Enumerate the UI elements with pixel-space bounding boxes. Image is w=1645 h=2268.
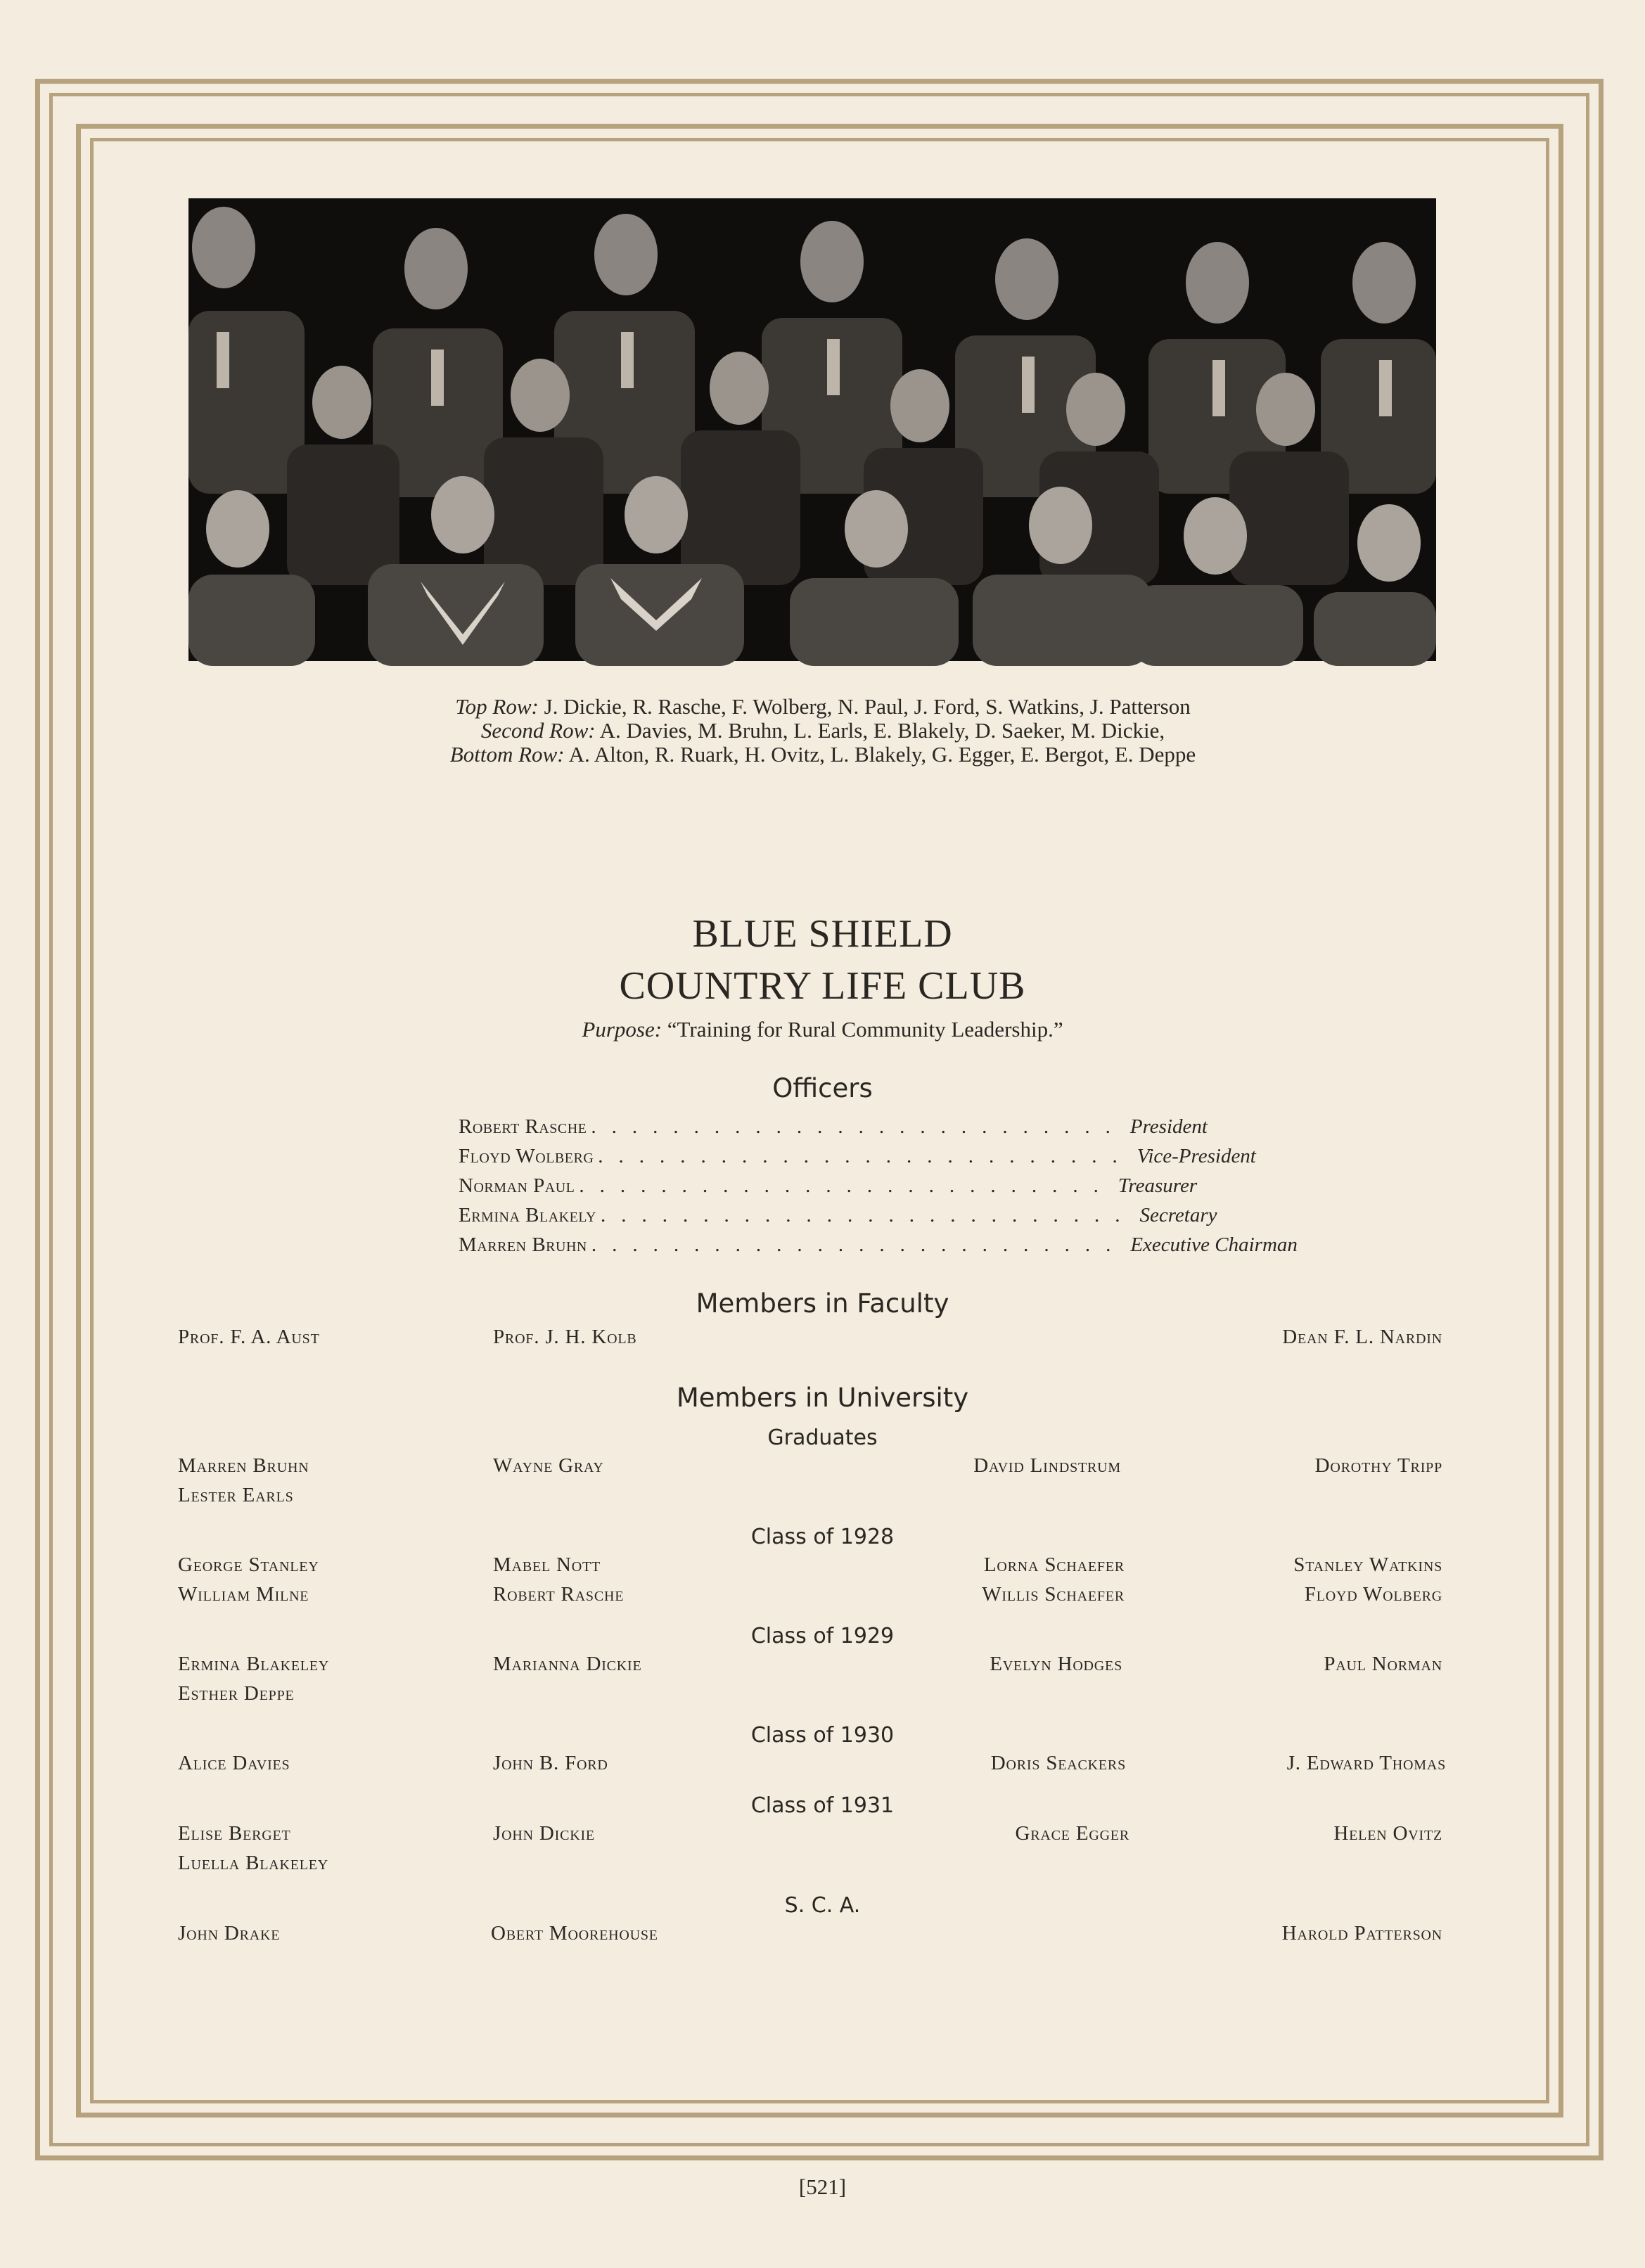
- member-name: Ermina Blakeley: [178, 1653, 330, 1675]
- member-name: Luella Blakeley: [178, 1852, 329, 1874]
- member-name: William Milne: [178, 1583, 309, 1606]
- member-name: Evelyn Hodges: [990, 1653, 1122, 1675]
- officer-row: [459, 1145, 1256, 1172]
- photo-caption: [211, 695, 1435, 767]
- university-heading: Members in University: [676, 1383, 969, 1413]
- member-name: Dorothy Tripp: [1314, 1454, 1442, 1477]
- caption-second-row: [211, 719, 1435, 743]
- member-name: Marren Bruhn: [178, 1454, 309, 1477]
- member-name: Paul Norman: [1324, 1653, 1442, 1675]
- officer-title: Secretary: [1139, 1204, 1217, 1226]
- leader-dots: ..........................: [600, 1204, 1136, 1226]
- officer-name: Norman Paul: [459, 1174, 575, 1197]
- officer-name: Ermina Blakely: [459, 1204, 596, 1226]
- sca-heading: S. C. A.: [784, 1893, 861, 1918]
- class-1928-heading: Class of 1928: [750, 1525, 895, 1549]
- member-name: John Drake: [178, 1922, 281, 1945]
- group-photograph: [188, 198, 1436, 661]
- member-name: J. Edward Thomas: [1286, 1752, 1446, 1774]
- caption-row-label: Bottom Row:: [449, 742, 565, 767]
- purpose-text: “Training for Rural Community Leadership.”: [667, 1017, 1063, 1042]
- member-name: Grace Egger: [1015, 1822, 1129, 1845]
- caption-row-names: A. Davies, M. Bruhn, L. Earls, E. Blakely, D. Saeker, M. Dickie,: [599, 718, 1165, 743]
- member-name: Alice Davies: [178, 1752, 290, 1774]
- caption-row-label: Second Row:: [480, 718, 596, 743]
- leader-dots: ..........................: [591, 1115, 1126, 1138]
- class-1931-heading: Class of 1931: [750, 1793, 895, 1818]
- page-number: [521]: [798, 2174, 847, 2199]
- officer-name: Robert Rasche: [459, 1115, 587, 1138]
- member-name: Wayne Gray: [493, 1454, 604, 1477]
- caption-top-row: [211, 695, 1435, 719]
- faculty-member: Prof. J. H. Kolb: [493, 1326, 637, 1348]
- member-name: Marianna Dickie: [493, 1653, 642, 1675]
- officer-title: Vice-President: [1137, 1145, 1256, 1167]
- purpose-label: Purpose:: [582, 1017, 663, 1042]
- leader-dots: ..........................: [591, 1234, 1127, 1256]
- club-title-line1: BLUE SHIELD: [692, 912, 953, 956]
- member-name: Robert Rasche: [493, 1583, 625, 1606]
- faculty-member: Prof. F. A. Aust: [178, 1326, 320, 1348]
- member-name: Helen Ovitz: [1333, 1822, 1442, 1845]
- member-name: Obert Moorehouse: [491, 1922, 658, 1945]
- class-1929-heading: Class of 1929: [750, 1624, 895, 1648]
- member-name: Doris Seackers: [990, 1752, 1126, 1774]
- member-name: Floyd Wolberg: [1304, 1583, 1442, 1606]
- caption-row-names: A. Alton, R. Ruark, H. Ovitz, L. Blakely, G. Egger, E. Bergot, E. Deppe: [568, 742, 1196, 767]
- officer-row: [459, 1174, 1198, 1201]
- officer-name: Marren Bruhn: [459, 1234, 587, 1256]
- club-purpose: [0, 1017, 1645, 1042]
- caption-bottom-row: [211, 743, 1435, 767]
- class-1930-heading: Class of 1930: [750, 1723, 895, 1748]
- member-name: David Lindstrum: [973, 1454, 1121, 1477]
- member-name: Elise Berget: [178, 1822, 291, 1845]
- member-name: Willis Schaefer: [982, 1583, 1125, 1606]
- faculty-member: Dean F. L. Nardin: [1282, 1326, 1442, 1348]
- graduates-heading: Graduates: [767, 1425, 878, 1450]
- officer-row: [459, 1234, 1298, 1260]
- member-name: John B. Ford: [493, 1752, 608, 1774]
- faculty-heading: Members in Faculty: [696, 1288, 949, 1319]
- caption-row-names: J. Dickie, R. Rasche, F. Wolberg, N. Paul, J. Ford, S. Watkins, J. Patterson: [544, 694, 1191, 719]
- group-photo-figures: [188, 198, 1436, 661]
- member-name: John Dickie: [493, 1822, 595, 1845]
- member-name: George Stanley: [178, 1553, 319, 1576]
- officer-title: President: [1129, 1115, 1208, 1138]
- member-name: Lorna Schaefer: [983, 1553, 1125, 1576]
- officer-row: [459, 1204, 1217, 1231]
- officer-title: Executive Chairman: [1130, 1234, 1298, 1256]
- club-title-line2: COUNTRY LIFE CLUB: [619, 964, 1026, 1008]
- leader-dots: ..........................: [579, 1174, 1114, 1197]
- member-name: Mabel Nott: [493, 1553, 601, 1576]
- leader-dots: ..........................: [598, 1145, 1133, 1167]
- member-name: Esther Deppe: [178, 1682, 295, 1705]
- officer-title: Treasurer: [1118, 1174, 1198, 1197]
- officers-heading: Officers: [772, 1073, 873, 1103]
- officer-row: [459, 1115, 1208, 1142]
- member-name: Harold Patterson: [1281, 1922, 1442, 1945]
- member-name: Stanley Watkins: [1293, 1553, 1442, 1576]
- caption-row-label: Top Row:: [455, 694, 539, 719]
- officer-name: Floyd Wolberg: [459, 1145, 594, 1167]
- member-name: Lester Earls: [178, 1484, 294, 1506]
